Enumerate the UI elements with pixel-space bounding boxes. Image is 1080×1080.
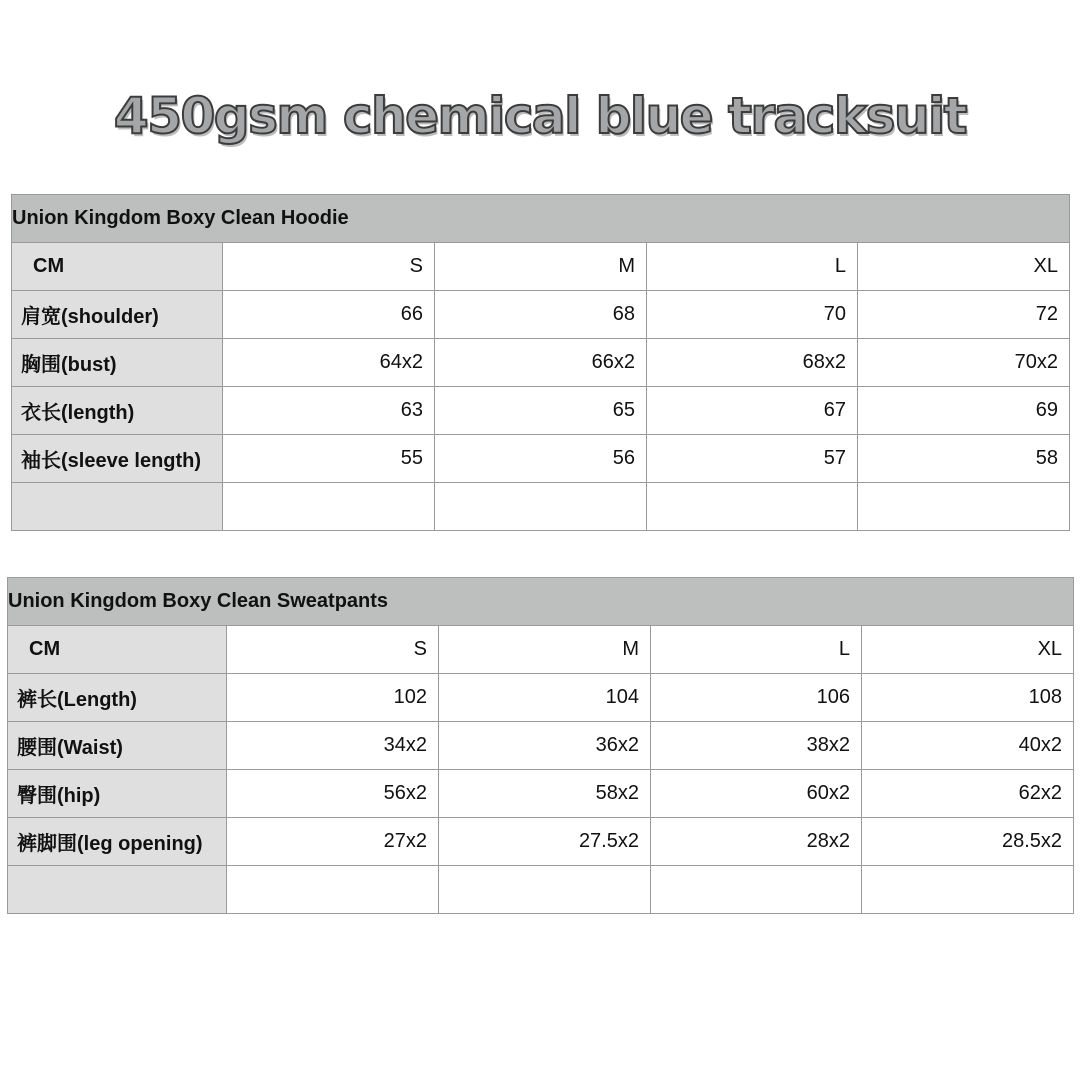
measurement-label: 衣长(length) <box>12 387 223 435</box>
empty-cell <box>12 483 223 531</box>
measurement-value: 34x2 <box>227 722 439 770</box>
measurement-value: 55 <box>223 435 435 483</box>
measurement-label: 肩宽(shoulder) <box>12 291 223 339</box>
empty-row <box>12 483 1070 531</box>
measurement-value: 69 <box>858 387 1070 435</box>
measurement-value: 28x2 <box>651 818 862 866</box>
size-header: S <box>223 243 435 291</box>
measurement-value: 63 <box>223 387 435 435</box>
sweatpants-size-table <box>7 577 1074 914</box>
measurement-value: 70x2 <box>858 339 1070 387</box>
measurement-label: 臀围(hip) <box>8 770 227 818</box>
measurement-value: 70 <box>647 291 858 339</box>
table-header-row <box>12 243 1070 291</box>
empty-cell <box>227 866 439 914</box>
size-header: XL <box>862 626 1074 674</box>
size-header: S <box>227 626 439 674</box>
measurement-value: 68 <box>435 291 647 339</box>
measurement-value: 102 <box>227 674 439 722</box>
table-row <box>12 291 1070 339</box>
table-row <box>12 387 1070 435</box>
measurement-value: 108 <box>862 674 1074 722</box>
measurement-value: 38x2 <box>651 722 862 770</box>
table-title: Union Kingdom Boxy Clean Sweatpants <box>8 578 1074 626</box>
table-title-row <box>8 578 1074 626</box>
table-row <box>8 674 1074 722</box>
empty-cell <box>651 866 862 914</box>
measurement-value: 106 <box>651 674 862 722</box>
size-header: M <box>439 626 651 674</box>
measurement-value: 40x2 <box>862 722 1074 770</box>
measurement-label: 裤脚围(leg opening) <box>8 818 227 866</box>
empty-cell <box>8 866 227 914</box>
measurement-value: 65 <box>435 387 647 435</box>
measurement-label: 袖长(sleeve length) <box>12 435 223 483</box>
measurement-label: 裤长(Length) <box>8 674 227 722</box>
table-header-row <box>8 626 1074 674</box>
measurement-value: 36x2 <box>439 722 651 770</box>
empty-cell <box>435 483 647 531</box>
table-row <box>8 770 1074 818</box>
measurement-value: 64x2 <box>223 339 435 387</box>
measurement-label: 胸围(bust) <box>12 339 223 387</box>
table-row <box>12 339 1070 387</box>
measurement-value: 66x2 <box>435 339 647 387</box>
measurement-value: 27.5x2 <box>439 818 651 866</box>
empty-cell <box>439 866 651 914</box>
measurement-value: 72 <box>858 291 1070 339</box>
page-title: 450gsm chemical blue tracksuit <box>113 87 967 145</box>
measurement-value: 66 <box>223 291 435 339</box>
measurement-value: 60x2 <box>651 770 862 818</box>
table-row <box>8 818 1074 866</box>
measurement-value: 57 <box>647 435 858 483</box>
empty-row <box>8 866 1074 914</box>
measurement-value: 62x2 <box>862 770 1074 818</box>
measurement-label: 腰围(Waist) <box>8 722 227 770</box>
size-header: L <box>647 243 858 291</box>
measurement-value: 67 <box>647 387 858 435</box>
measurement-value: 28.5x2 <box>862 818 1074 866</box>
size-header: M <box>435 243 647 291</box>
unit-label: CM <box>8 626 227 674</box>
empty-cell <box>858 483 1070 531</box>
table-title: Union Kingdom Boxy Clean Hoodie <box>12 195 1070 243</box>
measurement-value: 104 <box>439 674 651 722</box>
measurement-value: 56x2 <box>227 770 439 818</box>
hoodie-size-table <box>11 194 1070 531</box>
unit-label: CM <box>12 243 223 291</box>
measurement-value: 58 <box>858 435 1070 483</box>
empty-cell <box>647 483 858 531</box>
size-header: L <box>651 626 862 674</box>
empty-cell <box>862 866 1074 914</box>
measurement-value: 56 <box>435 435 647 483</box>
measurement-value: 68x2 <box>647 339 858 387</box>
measurement-value: 58x2 <box>439 770 651 818</box>
empty-cell <box>223 483 435 531</box>
table-row <box>12 435 1070 483</box>
table-title-row <box>12 195 1070 243</box>
size-header: XL <box>858 243 1070 291</box>
table-row <box>8 722 1074 770</box>
measurement-value: 27x2 <box>227 818 439 866</box>
